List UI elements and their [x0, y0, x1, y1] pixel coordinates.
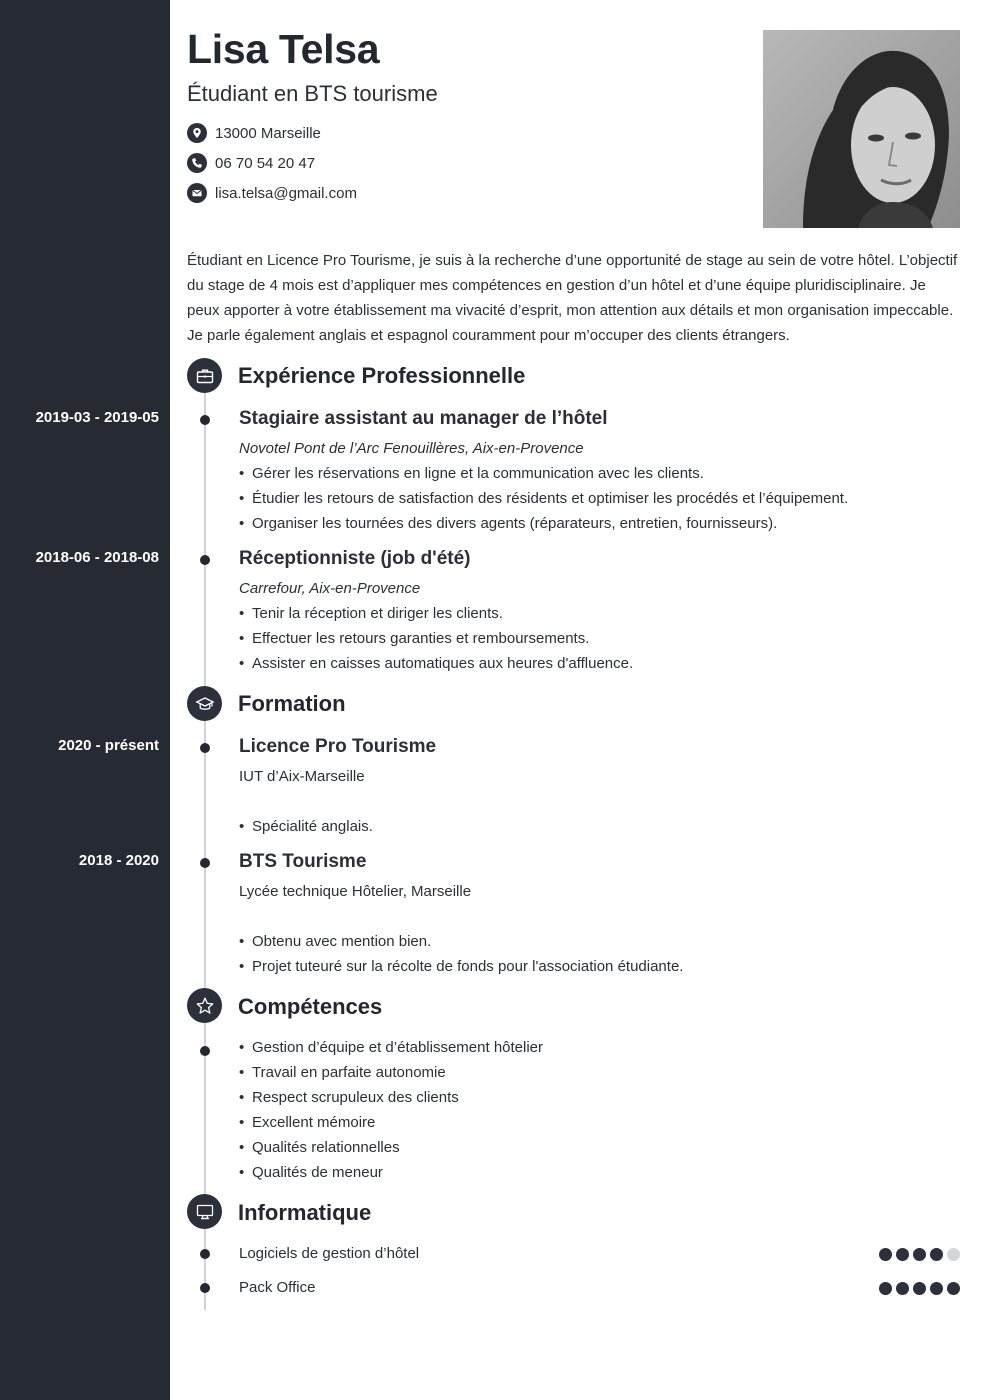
graduation-cap-icon: [187, 686, 222, 721]
skill-item: • Qualités relationnelles: [239, 1139, 400, 1156]
rating-dot: [913, 1282, 926, 1295]
contact-email-text: lisa.telsa@gmail.com: [215, 184, 357, 202]
timeline-dot: [200, 1249, 210, 1259]
experience-date: 2018-06 - 2018-08: [35, 549, 159, 566]
list-item: • Projet tuteuré sur la récolte de fonds pour l'association étudiante.: [239, 958, 683, 975]
timeline-dot: [200, 415, 210, 425]
contact-phone: [187, 153, 315, 173]
experience-title: Stagiaire assistant au manager de l’hôtel: [239, 408, 608, 429]
contact-address: [187, 123, 321, 143]
education-title: BTS Tourisme: [239, 851, 367, 872]
list-item: • Obtenu avec mention bien.: [239, 933, 431, 950]
timeline-line: [204, 380, 206, 1310]
section-title-experience: Expérience Professionnelle: [238, 363, 526, 388]
skill-rating: [879, 1248, 960, 1261]
profile-summary: Étudiant en Licence Pro Tourisme, je suis à la recherche d’une opportunité de stage au sein de votre hôtel. L’objectif du stage de 4 mois est d’appliquer mes compétences en gestion d’un hôtel et d’une équipe pluridisciplinaire. Je peux apporter à votre établissement ma vivacité d’esprit, mon attention aux détails et mon organisation impeccable. Je parle également anglais et espagnol couramment pour m’occuper des clients étrangers.: [187, 252, 958, 344]
rating-dot: [930, 1282, 943, 1295]
candidate-name: Lisa Telsa: [187, 26, 380, 72]
rating-dot: [930, 1248, 943, 1261]
contact-email: [187, 183, 357, 203]
experience-employer: Novotel Pont de l’Arc Fenouillères, Aix-en-Provence: [239, 440, 584, 457]
list-item: • Tenir la réception et diriger les clients.: [239, 605, 503, 622]
list-item: • Organiser les tournées des divers agents (réparateurs, entretien, fournisseurs).: [239, 515, 777, 532]
phone-icon: [187, 153, 207, 173]
section-title-skills: Compétences: [238, 994, 383, 1019]
envelope-icon: [187, 183, 207, 203]
skill-rating: [879, 1282, 960, 1295]
rating-dot: [896, 1248, 909, 1261]
monitor-icon: [187, 1194, 222, 1229]
list-item: • Spécialité anglais.: [239, 818, 373, 835]
rating-dot: [896, 1282, 909, 1295]
star-icon: [187, 988, 222, 1023]
experience-date: 2019-03 - 2019-05: [35, 409, 159, 426]
contact-address-text: 13000 Marseille: [215, 124, 321, 142]
candidate-title: Étudiant en BTS tourisme: [187, 81, 438, 106]
education-school: Lycée technique Hôtelier, Marseille: [239, 883, 472, 900]
skill-item: • Travail en parfaite autonomie: [239, 1064, 446, 1081]
experience-employer: Carrefour, Aix-en-Provence: [239, 580, 421, 597]
education-date: 2020 - présent: [58, 737, 159, 754]
sidebar: [0, 0, 170, 1400]
rating-dot: [913, 1248, 926, 1261]
software-skill-label: Logiciels de gestion d’hôtel: [239, 1245, 420, 1262]
timeline-dot: [200, 858, 210, 868]
section-title-education: Formation: [238, 691, 346, 716]
list-item: • Étudier les retours de satisfaction des résidents et optimiser les procédés et l’équipement.: [239, 490, 848, 507]
rating-dot: [947, 1248, 960, 1261]
skill-item: • Qualités de meneur: [239, 1164, 383, 1181]
briefcase-icon: [187, 358, 222, 393]
skill-item: • Respect scrupuleux des clients: [239, 1089, 459, 1106]
education-title: Licence Pro Tourisme: [239, 736, 437, 757]
timeline-dot: [200, 555, 210, 565]
software-skill-label: Pack Office: [239, 1279, 316, 1296]
list-item: • Gérer les réservations en ligne et la communication avec les clients.: [239, 465, 704, 482]
contact-phone-text: 06 70 54 20 47: [215, 154, 316, 172]
rating-dot: [879, 1282, 892, 1295]
education-school: IUT d’Aix-Marseille: [239, 768, 365, 785]
rating-dot: [947, 1282, 960, 1295]
location-pin-icon: [187, 123, 207, 143]
timeline-dot: [200, 743, 210, 753]
timeline-dot: [200, 1046, 210, 1056]
skill-item: • Gestion d’équipe et d’établissement hôtelier: [239, 1039, 543, 1056]
skill-item: • Excellent mémoire: [239, 1114, 375, 1131]
list-item: • Assister en caisses automatiques aux heures d'affluence.: [239, 655, 633, 672]
experience-title: Réceptionniste (job d'été): [239, 548, 471, 569]
rating-dot: [879, 1248, 892, 1261]
education-date: 2018 - 2020: [78, 852, 159, 869]
section-title-computing: Informatique: [238, 1200, 372, 1225]
list-item: • Effectuer les retours garanties et remboursements.: [239, 630, 589, 647]
profile-photo: [763, 30, 960, 228]
timeline-dot: [200, 1283, 210, 1293]
